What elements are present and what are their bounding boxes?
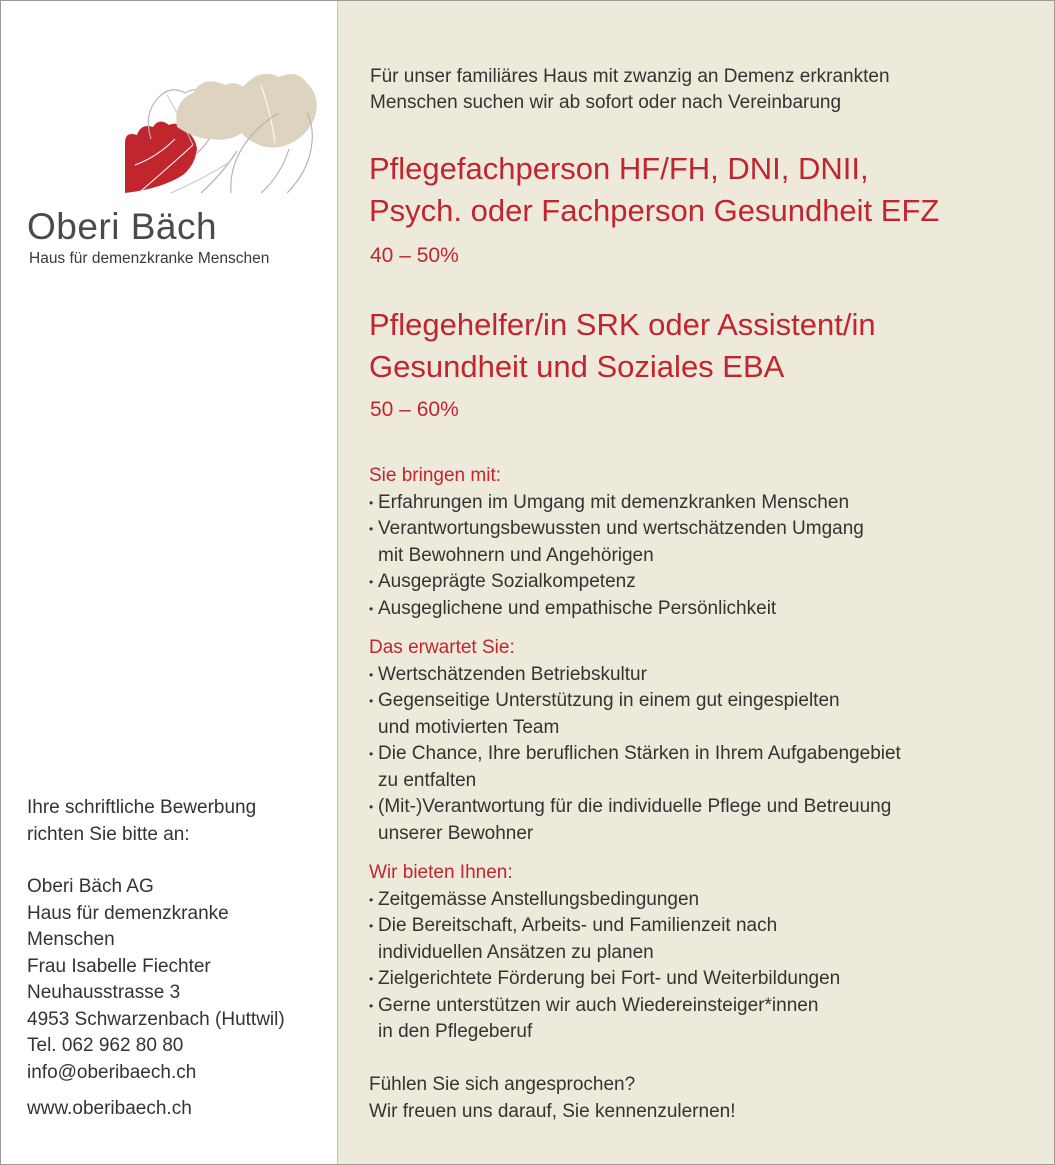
job-title-1 (369, 148, 939, 232)
brand-subtitle: Haus für demenzkranke Menschen (29, 250, 270, 267)
intro-line: Menschen suchen wir ab sofort oder nach Vereinbarung (370, 92, 842, 113)
section-heading: Wir bieten Ihnen: (369, 862, 513, 883)
section-heading: Sie bringen mit: (369, 465, 502, 486)
list-item: • Zeitgemässe Anstellungsbedingungen (369, 887, 1049, 914)
contact-address-line: Menschen (27, 929, 115, 950)
contact-company: Oberi Bäch AG (27, 876, 154, 897)
bullet-list (369, 887, 1049, 1046)
list-item: • Zielgerichtete Förderung bei Fort- und Weiterbildungen (369, 966, 1049, 993)
contact-intro-line: Ihre schriftliche Bewerbung (27, 797, 257, 818)
list-item: • Die Chance, Ihre beruflichen Stärken in Ihrem Aufgabengebiet zu entfalten (369, 741, 1049, 794)
ginkgo-leaves-icon (111, 65, 326, 195)
job-title-line: Pflegehelfer/in SRK oder Assistent/in (369, 307, 876, 342)
list-item: • Ausgeprägte Sozialkompetenz (369, 569, 1049, 596)
closing-line: Wir freuen uns darauf, Sie kennenzulernen! (369, 1100, 736, 1122)
contact-city: 4953 Schwarzenbach (Huttwil) (27, 1008, 285, 1030)
contact-address-line: Haus für demenzkranke (27, 902, 229, 924)
brand-name: Oberi Bäch (27, 206, 218, 247)
list-item: • Wertschätzenden Betriebskultur (369, 662, 1049, 689)
list-item: • Gegenseitige Unterstützung in einem gut eingespielten und motivierten Team (369, 688, 1049, 741)
job-title-2 (369, 304, 876, 388)
job-title-line: Psych. oder Fachperson Gesundheit EFZ (369, 193, 940, 228)
closing-line: Fühlen Sie sich angesprochen? (369, 1074, 636, 1095)
website-link[interactable]: www.oberibaech.ch (27, 1098, 192, 1119)
list-item: • Ausgeglichene und empathische Persönlichkeit (369, 596, 1049, 623)
job-title-line: Gesundheit und Soziales EBA (369, 349, 785, 384)
list-item: • (Mit-)Verantwortung für die individuelle Pflege und Betreuung unserer Bewohner (369, 794, 1049, 847)
contact-email-link[interactable]: info@oberibaech.ch (27, 1061, 197, 1083)
right-column (338, 1, 1054, 1164)
bullet-list (369, 662, 1049, 848)
job-title-line: Pflegefachperson HF/FH, DNI, DNII, (369, 151, 869, 186)
contact-phone[interactable]: Tel. 062 962 80 80 (27, 1035, 184, 1056)
section-heading: Das erwartet Sie: (369, 637, 515, 658)
list-item: • Erfahrungen im Umgang mit demenzkranken Menschen (369, 490, 1049, 517)
left-column (1, 1, 338, 1164)
contact-street: Neuhausstrasse 3 (27, 982, 181, 1003)
job-percent-2: 50 – 60% (370, 398, 459, 421)
section-expectations (369, 635, 1049, 847)
bullet-list (369, 490, 1049, 623)
job-percent-1: 40 – 50% (370, 244, 459, 267)
intro-text (370, 64, 890, 116)
list-item: • Die Bereitschaft, Arbeits- und Familienzeit nach individuellen Ansätzen zu planen (369, 913, 1049, 966)
contact-intro-line: richten Sie bitte an: (27, 823, 190, 845)
contact-person: Frau Isabelle Fiechter (27, 955, 211, 977)
closing-text (369, 1072, 736, 1125)
list-item: • Verantwortungsbewussten und wertschätzenden Umgang mit Bewohnern und Angehörigen (369, 516, 1049, 569)
list-item: • Gerne unterstützen wir auch Wiedereinsteiger*innen in den Pflegeberuf (369, 993, 1049, 1046)
section-requirements (369, 463, 1049, 622)
intro-line: Für unser familiäres Haus mit zwanzig an Demenz erkrankten (370, 66, 890, 87)
section-offers (369, 860, 1049, 1046)
contact-block (27, 795, 285, 1086)
